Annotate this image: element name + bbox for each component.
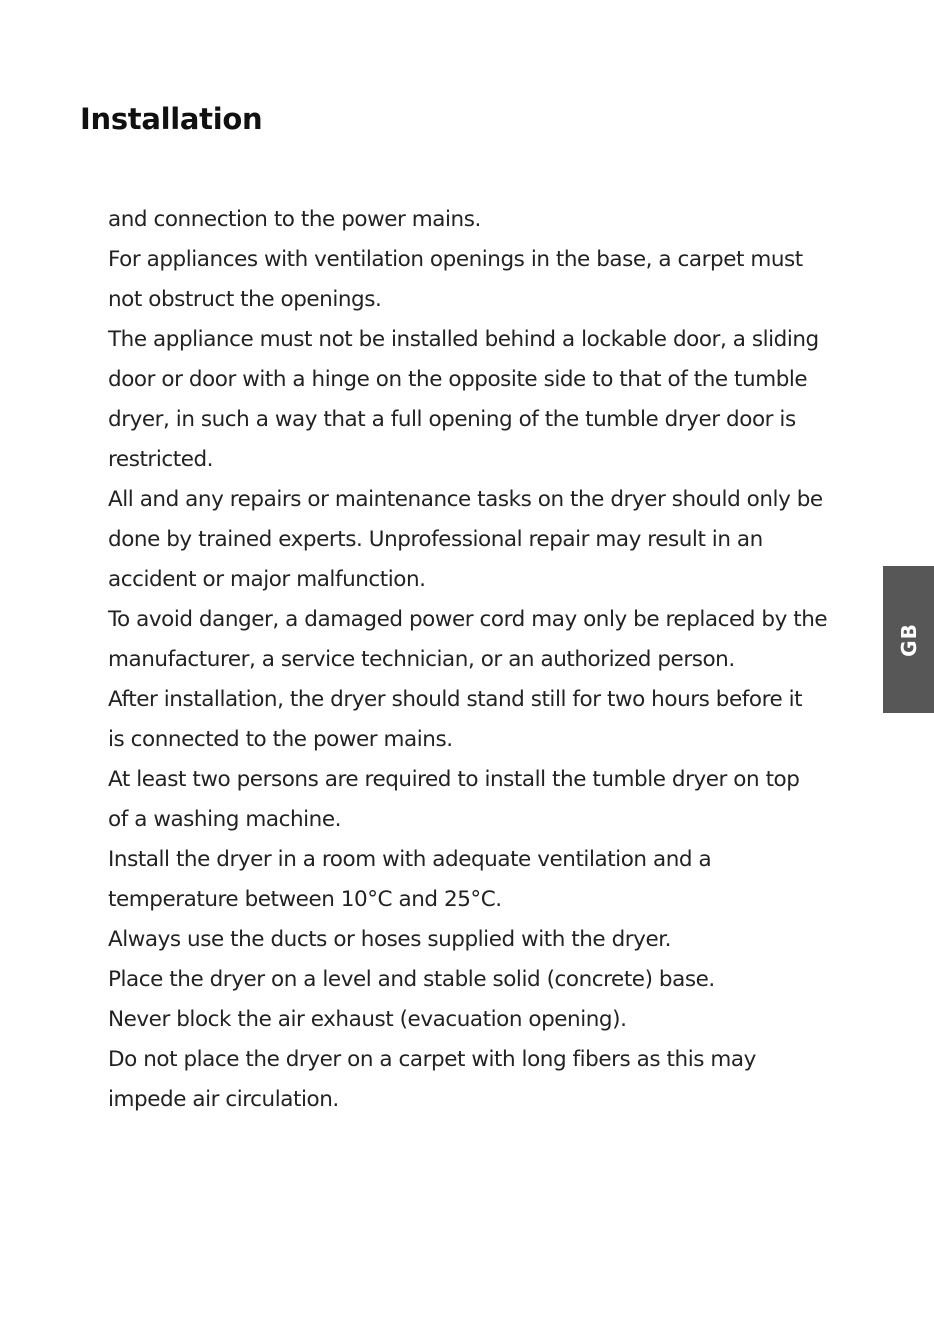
text-line: After installation, the dryer should stand still for two hours before it	[108, 687, 803, 712]
text-line: door or door with a hinge on the opposite side to that of the tumble	[108, 367, 808, 392]
text-line: dryer, in such a way that a full opening of the tumble dryer door is	[108, 407, 796, 432]
text-line: Never block the air exhaust (evacuation opening).	[108, 1007, 627, 1032]
text-line: done by trained experts. Unprofessional repair may result in an	[108, 527, 763, 552]
text-line: All and any repairs or maintenance tasks on the dryer should only be	[108, 487, 823, 512]
text-line: accident or major malfunction.	[108, 567, 426, 592]
text-line: manufacturer, a service technician, or an authorized person.	[108, 647, 735, 672]
text-line: of a washing machine.	[108, 807, 342, 832]
text-line: temperature between 10°C and 25°C.	[108, 887, 502, 912]
text-line: Do not place the dryer on a carpet with long fibers as this may	[108, 1047, 756, 1072]
text-line: and connection to the power mains.	[108, 207, 481, 232]
language-tab-label: GB	[896, 622, 921, 657]
text-line: Always use the ducts or hoses supplied with the dryer.	[108, 927, 672, 952]
text-line: For appliances with ventilation openings in the base, a carpet must	[108, 247, 803, 272]
text-line: is connected to the power mains.	[108, 727, 453, 752]
text-line: not obstruct the openings.	[108, 287, 382, 312]
text-line: Place the dryer on a level and stable solid (concrete) base.	[108, 967, 715, 992]
text-line: impede air circulation.	[108, 1087, 339, 1112]
text-line: At least two persons are required to install the tumble dryer on top	[108, 767, 800, 792]
body-text	[108, 200, 868, 1120]
text-line: To avoid danger, a damaged power cord may only be replaced by the	[108, 607, 828, 632]
language-tab	[883, 566, 934, 713]
text-line: The appliance must not be installed behind a lockable door, a sliding	[108, 327, 819, 352]
text-line: Install the dryer in a room with adequate ventilation and a	[108, 847, 712, 872]
page-title: Installation	[80, 102, 263, 136]
text-line: restricted.	[108, 447, 214, 472]
